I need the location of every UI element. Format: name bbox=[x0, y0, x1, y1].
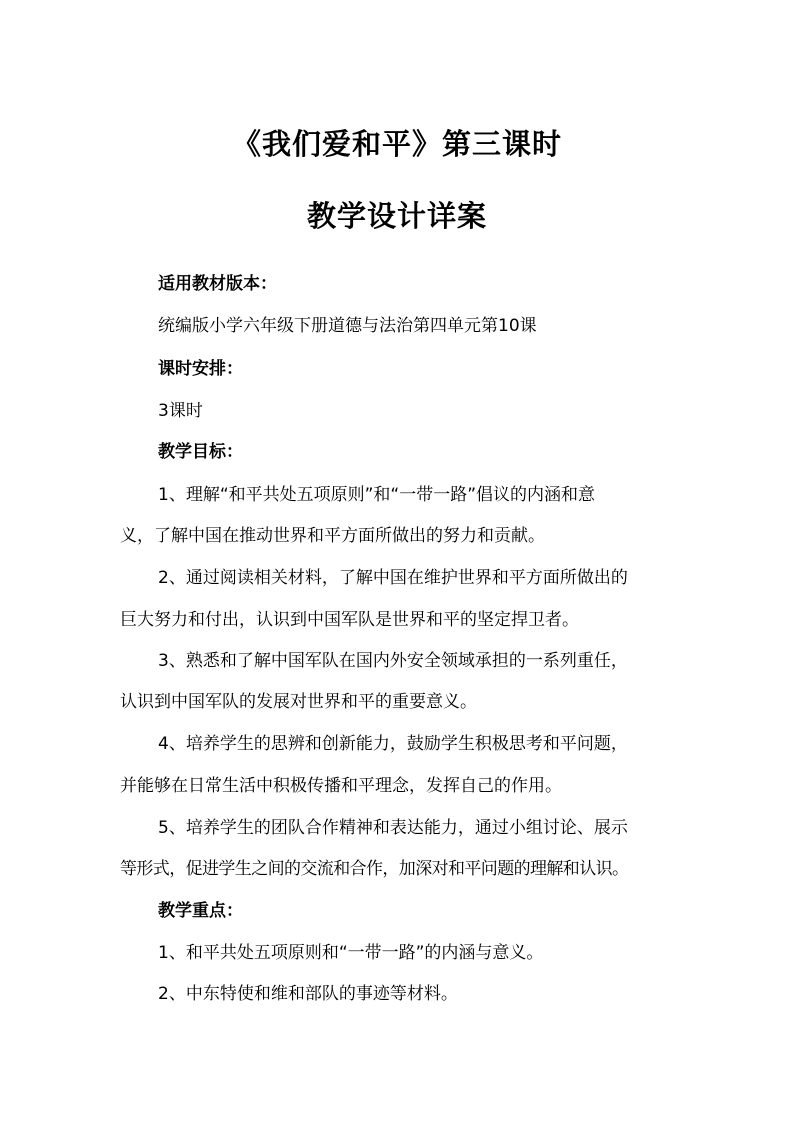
textbook-version-text: 统编版小学六年级下册道德与法治第四单元第10课 bbox=[158, 316, 537, 336]
heading-objectives: 教学目标： bbox=[158, 442, 243, 462]
objective-1-line2: 义，了解中国在推动世界和平方面所做出的努力和贡献。 bbox=[120, 526, 545, 546]
document-title-line2: 教学设计详案 bbox=[306, 199, 487, 233]
keypoint-1: 1、和平共处五项原则和“一带一路”的内涵与意义。 bbox=[158, 943, 544, 963]
objective-3-line2: 认识到中国军队的发展对世界和平的重要意义。 bbox=[120, 692, 477, 712]
objective-4-line2: 并能够在日常生活中积极传播和平理念，发挥自己的作用。 bbox=[120, 776, 562, 796]
objective-5-line1: 5、培养学生的团队合作精神和表达能力，通过小组讨论、展示 bbox=[158, 818, 628, 838]
objective-4-line1: 4、培养学生的思辨和创新能力，鼓励学生积极思考和平问题， bbox=[158, 734, 628, 754]
heading-keypoints: 教学重点： bbox=[158, 901, 243, 921]
keypoint-2: 2、中东特使和维和部队的事迹等材料。 bbox=[158, 984, 458, 1004]
heading-schedule: 课时安排： bbox=[158, 359, 243, 379]
objective-5-line2: 等形式，促进学生之间的交流和合作，加深对和平问题的理解和认识。 bbox=[120, 859, 629, 879]
objective-2-line2: 巨大努力和付出，认识到中国军队是世界和平的坚定捍卫者。 bbox=[120, 610, 579, 630]
objective-2-line1: 2、通过阅读相关材料，了解中国在维护世界和平方面所做出的 bbox=[158, 568, 628, 588]
objective-1-line1: 1、理解“和平共处五项原则”和“一带一路”倡议的内涵和意 bbox=[158, 485, 596, 505]
document-title-line1: 《我们爱和平》第三课时 bbox=[231, 127, 562, 161]
objective-3-line1: 3、熟悉和了解中国军队在国内外安全领域承担的一系列重任， bbox=[158, 651, 628, 671]
schedule-value: 3课时 bbox=[158, 401, 203, 421]
heading-textbook-version: 适用教材版本： bbox=[158, 274, 277, 294]
